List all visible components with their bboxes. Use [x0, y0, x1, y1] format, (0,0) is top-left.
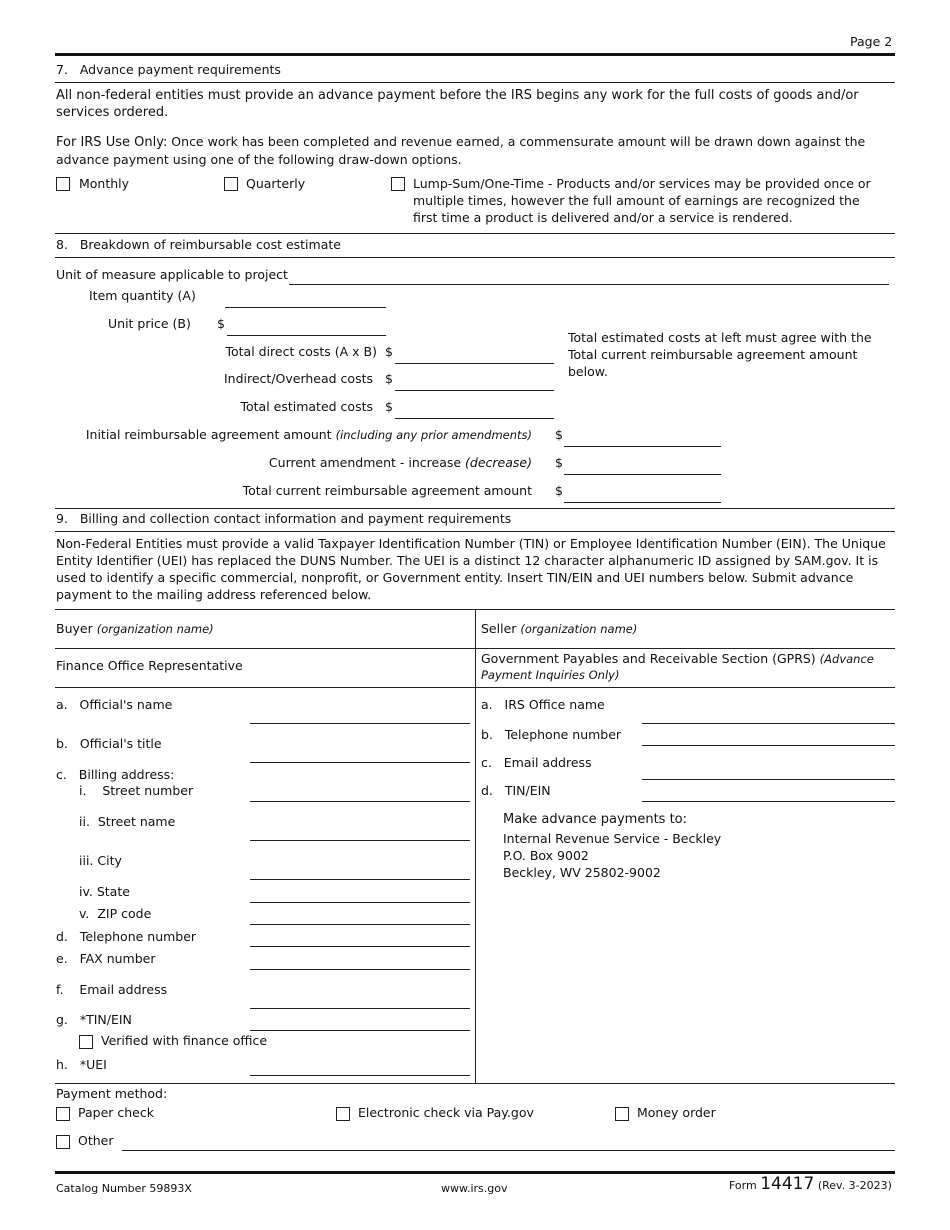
payment-method-label: Payment method: — [56, 1086, 168, 1101]
unit-price-label: Unit price (B) — [108, 316, 191, 331]
initial-amount-text: Initial reimbursable agreement amount — [85, 427, 332, 442]
officials-title-label: b. Official's title — [56, 736, 162, 751]
make-payments-heading: Make advance payments to: — [503, 812, 688, 827]
paper-check-checkbox[interactable] — [56, 1107, 70, 1121]
divider — [55, 1083, 895, 1084]
header-rule — [55, 53, 895, 56]
dollar-sign: $ — [217, 316, 225, 331]
quarterly-label: Quarterly — [246, 176, 306, 191]
irs-url: www.irs.gov — [441, 1182, 508, 1195]
divider — [55, 257, 895, 258]
unit-price-field[interactable] — [227, 318, 386, 336]
section7-heading: 7. Advance payment requirements — [56, 62, 281, 77]
form-revision: (Rev. 3-2023) — [817, 1179, 892, 1192]
initial-amount-field[interactable] — [564, 429, 721, 447]
form-word: Form — [729, 1179, 757, 1192]
gprs-note-1: (Advance — [819, 652, 874, 666]
paper-check-label: Paper check — [78, 1105, 154, 1120]
email-label: f. Email address — [56, 982, 168, 997]
verified-checkbox[interactable] — [79, 1035, 93, 1049]
city-field[interactable] — [250, 862, 470, 880]
officials-name-field[interactable] — [250, 706, 470, 724]
gprs-label — [481, 651, 891, 683]
address-line-1: Internal Revenue Service - Beckley — [503, 831, 722, 846]
current-amend-note: (decrease) — [465, 455, 532, 470]
divider — [55, 508, 895, 509]
current-amend-label — [60, 455, 532, 470]
total-direct-label: Total direct costs (A x B) — [225, 344, 377, 359]
seller-label — [481, 621, 637, 636]
tin-ein-field[interactable] — [250, 1013, 470, 1031]
zip-label: v. ZIP code — [79, 906, 152, 921]
other-label: Other — [78, 1133, 114, 1148]
tin-ein-label: g. *TIN/EIN — [56, 1012, 132, 1027]
dollar-sign: $ — [555, 427, 563, 442]
fax-label: e. FAX number — [56, 951, 156, 966]
money-order-label: Money order — [637, 1105, 716, 1120]
indirect-label: Indirect/Overhead costs — [223, 371, 373, 386]
gprs-text: Government Payables and Receivable Section (GPRS) — [481, 651, 816, 666]
echeck-label: Electronic check via Pay.gov — [358, 1105, 534, 1120]
email-field[interactable] — [250, 991, 470, 1009]
total-current-label: Total current reimbursable agreement amount — [242, 483, 532, 498]
other-field[interactable] — [122, 1133, 895, 1151]
total-current-field[interactable] — [564, 485, 721, 503]
catalog-number: Catalog Number 59893X — [56, 1182, 192, 1195]
page-number: Page 2 — [850, 34, 893, 49]
dollar-sign: $ — [555, 455, 563, 470]
uei-label: h. *UEI — [56, 1057, 107, 1072]
irs-tin-label: d. TIN/EIN — [481, 783, 551, 798]
officials-name-label: a. Official's name — [56, 697, 173, 712]
street-name-field[interactable] — [250, 823, 470, 841]
state-label: iv. State — [79, 884, 130, 899]
irs-office-field[interactable] — [642, 706, 895, 724]
total-note: Total estimated costs at left must agree with the Total current reimbursable agreement amount below. — [568, 330, 872, 379]
gprs-note-2: Payment Inquiries Only) — [481, 668, 620, 682]
buyer-note: (organization name) — [96, 622, 214, 636]
column-divider — [475, 609, 476, 1084]
address-line-2: P.O. Box 9002 — [503, 848, 589, 863]
other-checkbox[interactable] — [56, 1135, 70, 1149]
divider — [55, 82, 895, 83]
irs-email-field[interactable] — [642, 762, 895, 780]
monthly-checkbox[interactable] — [56, 177, 70, 191]
total-direct-field[interactable] — [395, 346, 554, 364]
form-identifier — [729, 1174, 892, 1194]
section9-para: Non-Federal Entities must provide a valid Taxpayer Identification Number (TIN) or Employee Identification Number (EIN). The Unique Entity Identifier (UEI) has replaced the DUNS Number. The UEI is a distinct 12 character alphanumeric ID assigned by SAM.gov. It is used to identify a specific commercial, nonprofit, or Government entity. Insert TIN/EIN and UEI numbers below. Submit advance payment to the mailing address referenced below. — [56, 536, 886, 602]
monthly-label: Monthly — [79, 176, 130, 191]
total-est-label: Total estimated costs — [240, 399, 373, 414]
quarterly-checkbox[interactable] — [224, 177, 238, 191]
initial-amount-note: (including any prior amendments) — [335, 428, 532, 442]
form-number: 14417 — [760, 1174, 815, 1194]
indirect-field[interactable] — [395, 373, 554, 391]
fax-field[interactable] — [250, 952, 470, 970]
current-amend-field[interactable] — [564, 457, 721, 475]
total-est-field[interactable] — [395, 401, 554, 419]
irs-email-label: c. Email address — [481, 755, 592, 770]
section7-para2-text: Once work has been completed and revenue earned, a commensurate amount will be drawn down against the advance payment using one of the following draw-down options. — [56, 134, 866, 167]
buyer-text: Buyer — [56, 621, 93, 636]
section9-heading: 9. Billing and collection contact information and payment requirements — [56, 511, 512, 526]
divider — [55, 648, 895, 649]
money-order-checkbox[interactable] — [615, 1107, 629, 1121]
section7-para1: All non-federal entities must provide an advance payment before the IRS begins any work for the full costs of goods and/or services ordered. — [56, 88, 859, 120]
uei-field[interactable] — [250, 1058, 470, 1076]
billing-address-label: c. Billing address: — [56, 767, 175, 782]
buyer-label — [56, 621, 214, 636]
section7-para2 — [56, 133, 886, 168]
seller-text: Seller — [481, 621, 517, 636]
dollar-sign: $ — [385, 399, 393, 414]
address-line-3: Beckley, WV 25802-9002 — [503, 865, 661, 880]
current-amend-text: Current amendment - increase — [268, 455, 462, 470]
item-qty-field[interactable] — [225, 290, 386, 308]
irs-telephone-label: b. Telephone number — [481, 727, 622, 742]
zip-field[interactable] — [250, 907, 470, 925]
street-number-field[interactable] — [250, 784, 470, 802]
city-label: iii. City — [79, 853, 122, 868]
unit-measure-field[interactable] — [289, 267, 889, 285]
verified-label: Verified with finance office — [101, 1033, 268, 1048]
unit-measure-label: Unit of measure applicable to project — [56, 267, 288, 282]
item-qty-label: Item quantity (A) — [89, 288, 196, 303]
finance-rep-label: Finance Office Representative — [56, 658, 243, 673]
divider — [55, 531, 895, 532]
lumpsum-checkbox[interactable] — [391, 177, 405, 191]
initial-amount-label — [60, 427, 532, 442]
mailing-address — [503, 830, 721, 881]
telephone-label: d. Telephone number — [56, 929, 197, 944]
dollar-sign: $ — [555, 483, 563, 498]
street-name-label: ii. Street name — [79, 814, 176, 829]
telephone-field[interactable] — [250, 929, 470, 947]
irs-telephone-field[interactable] — [642, 728, 895, 746]
irs-use-only-label: For IRS Use Only: — [56, 135, 168, 150]
divider — [55, 687, 895, 688]
dollar-sign: $ — [385, 344, 393, 359]
seller-note: (organization name) — [520, 622, 638, 636]
dollar-sign: $ — [385, 371, 393, 386]
irs-tin-field[interactable] — [642, 784, 895, 802]
state-field[interactable] — [250, 885, 470, 903]
divider — [55, 233, 895, 234]
irs-office-label: a. IRS Office name — [481, 697, 605, 712]
officials-title-field[interactable] — [250, 745, 470, 763]
lumpsum-label: Lump-Sum/One-Time - Products and/or services may be provided once or multiple times, however the full amount of earnings are recognized the first time a product is delivered and/or a service is rendered. — [413, 176, 871, 225]
section8-heading: 8. Breakdown of reimbursable cost estimate — [56, 237, 341, 252]
echeck-checkbox[interactable] — [336, 1107, 350, 1121]
street-number-label: i. Street number — [79, 783, 194, 798]
